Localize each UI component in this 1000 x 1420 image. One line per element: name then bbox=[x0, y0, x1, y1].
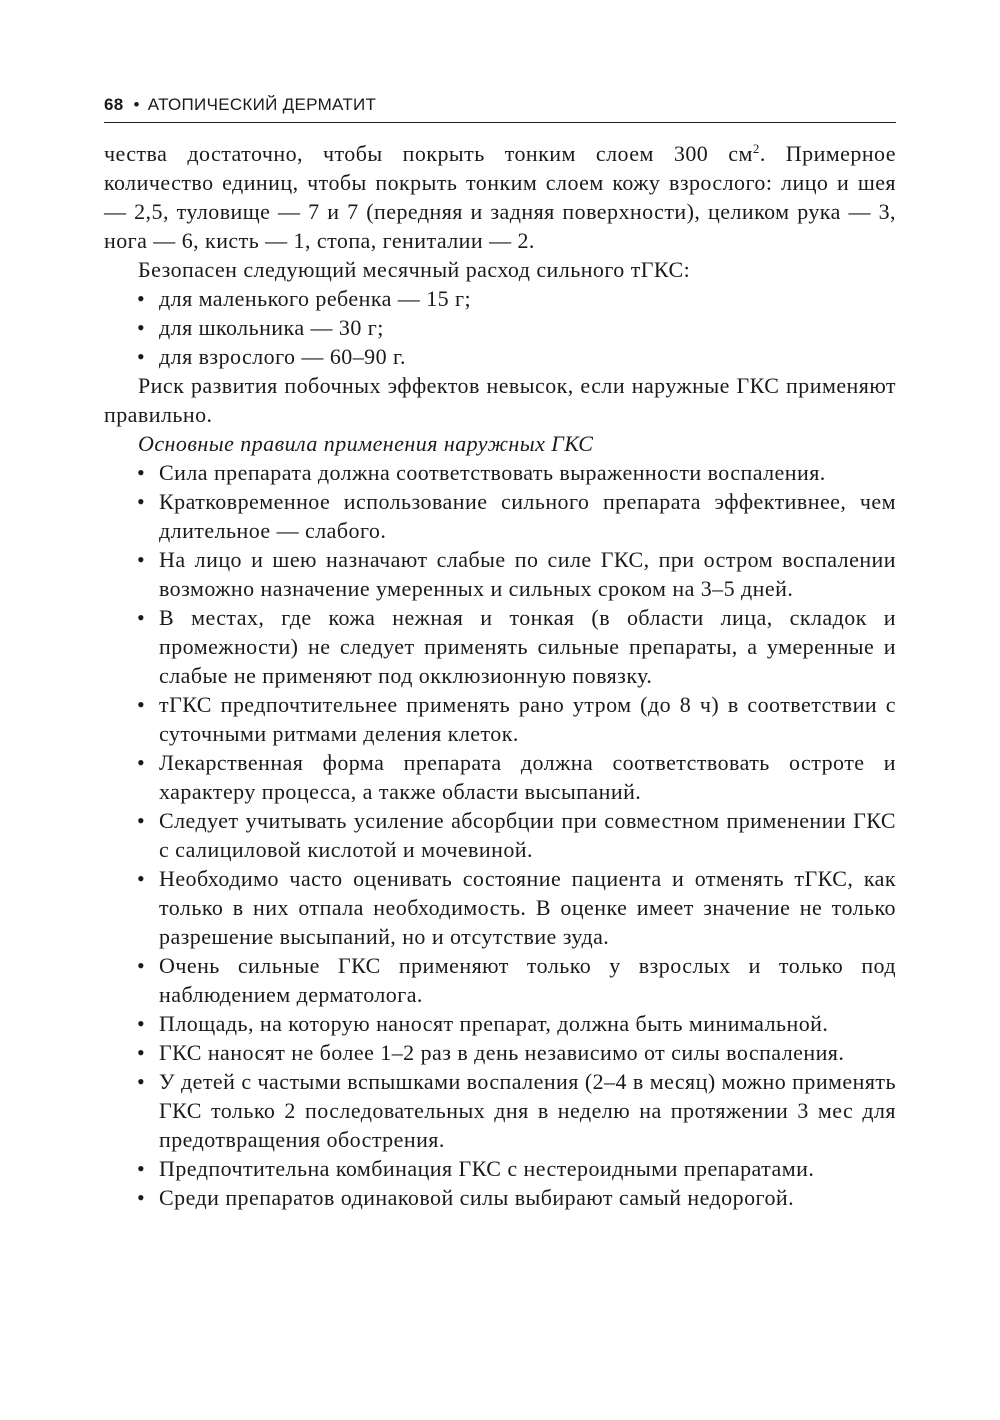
paragraph-text: чества достаточно, чтобы покрыть тонким слоем 300 см bbox=[104, 141, 753, 166]
rules-heading: Основные правила применения наружных ГКС bbox=[138, 431, 594, 456]
list-item: • Сила препарата должна соответствовать выраженности воспаления. bbox=[159, 458, 896, 487]
running-header bbox=[104, 92, 896, 123]
list-item: • Необходимо часто оценивать состояние пациента и отменять тГКС, как только в них отпала необходимость. В оценке имеет значение не только разрешение высыпаний, но и отсутствие зуда. bbox=[159, 864, 896, 951]
list-item: • Среди препаратов одинаковой силы выбирают самый недорогой. bbox=[159, 1183, 896, 1212]
dosage-list bbox=[104, 284, 896, 371]
list-item: • В местах, где кожа нежная и тонкая (в области лица, складок и промежности) не следует применять сильные препараты, а умеренные и слабые не применяют под окклюзионную повязку. bbox=[159, 603, 896, 690]
header-bullet: • bbox=[133, 95, 140, 114]
chapter-title: АТОПИЧЕСКИЙ ДЕРМАТИТ bbox=[147, 95, 377, 114]
list-item: • для маленького ребенка — 15 г; bbox=[159, 284, 896, 313]
page-body bbox=[104, 139, 896, 1212]
list-item: • для школьника — 30 г; bbox=[159, 313, 896, 342]
list-item: • У детей с частыми вспышками воспаления (2–4 в месяц) можно применять ГКС только 2 последовательных дня в неделю на протяжении 3 мес для предотвращения обострения. bbox=[159, 1067, 896, 1154]
paragraph-text: . Примерное количество единиц, чтобы покрыть тонким слоем кожу взрослого: лицо и шея — 2,5, туловище — 7 и 7 (передняя и задняя поверхности), целиком рука — 3, нога — 6, кисть — 1, стопа, гениталии — 2. bbox=[104, 141, 896, 253]
list-item: • Предпочтительна комбинация ГКС с нестероидными препаратами. bbox=[159, 1154, 896, 1183]
paragraph-continuation bbox=[104, 139, 896, 255]
list-item: • Площадь, на которую наносят препарат, должна быть минимальной. bbox=[159, 1009, 896, 1038]
list-item: • Кратковременное использование сильного препарата эффективнее, чем длительное — слабого. bbox=[159, 487, 896, 545]
list-item: • Следует учитывать усиление абсорбции при совместном применении ГКС с салициловой кислотой и мочевиной. bbox=[159, 806, 896, 864]
list-item: • для взрослого — 60–90 г. bbox=[159, 342, 896, 371]
list-item: • Лекарственная форма препарата должна соответствовать остроте и характеру процесса, а также области высыпаний. bbox=[159, 748, 896, 806]
list-item: • тГКС предпочтительнее применять рано утром (до 8 ч) в соответствии с суточными ритмами деления клеток. bbox=[159, 690, 896, 748]
list-item: • На лицо и шею назначают слабые по силе ГКС, при остром воспалении возможно назначение умеренных и сильных сроком на 3–5 дней. bbox=[159, 545, 896, 603]
list-item: • ГКС наносят не более 1–2 раз в день независимо от силы воспаления. bbox=[159, 1038, 896, 1067]
page-number: 68 bbox=[104, 95, 124, 114]
list-item: • Очень сильные ГКС применяют только у взрослых и только под наблюдением дерматолога. bbox=[159, 951, 896, 1009]
superscript: 2 bbox=[752, 141, 760, 156]
paragraph-dosage-intro: Безопасен следующий месячный расход сильного тГКС: bbox=[138, 257, 691, 282]
rules-list bbox=[104, 458, 896, 1212]
paragraph-risk: Риск развития побочных эффектов невысок, если наружные ГКС применяют правильно. bbox=[104, 373, 896, 427]
